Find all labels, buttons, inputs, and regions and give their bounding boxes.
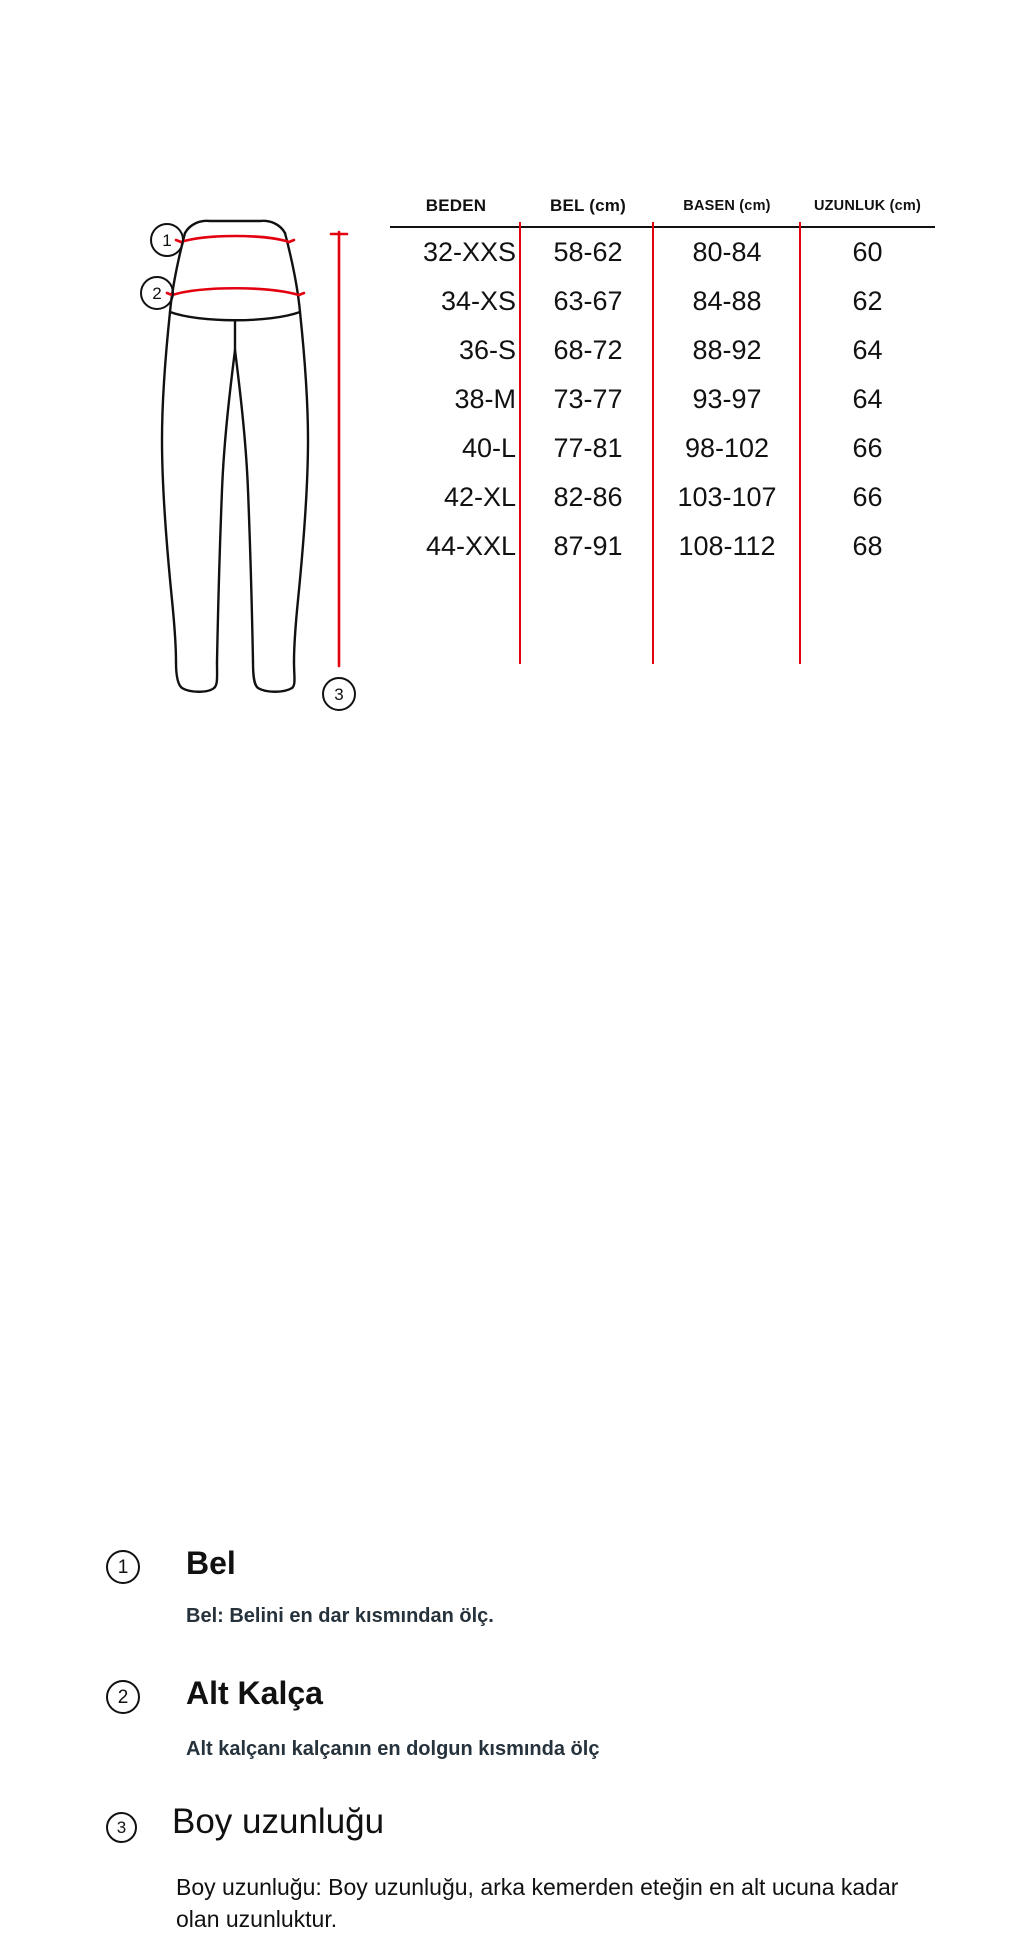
table-separator-1 [519, 222, 521, 664]
cell-beden: 38-M [454, 384, 516, 414]
cell-bel: 58-62 [553, 237, 623, 267]
size-table [390, 196, 935, 571]
legend-title-bel: Bel [186, 1545, 236, 1581]
legs-figure-svg [110, 190, 380, 720]
cell-basen: 88-92 [692, 335, 762, 365]
cell-bel: 68-72 [553, 335, 623, 365]
cell-uzunluk: 66 [852, 433, 883, 463]
cell-bel: 73-77 [553, 384, 623, 414]
table-row [390, 473, 935, 522]
legend-description-bel: Bel: Belini en dar kısmından ölç. [186, 1605, 494, 1627]
cell-uzunluk: 64 [852, 384, 883, 414]
cell-bel: 87-91 [553, 531, 623, 561]
table-separator-2 [652, 222, 654, 664]
size-chart-top-section [0, 0, 1020, 740]
table-row [390, 227, 935, 277]
legend-marker-2: 2 [106, 1680, 140, 1714]
table-header-basen: BASEN (cm) [683, 198, 771, 214]
table-row [390, 277, 935, 326]
cell-beden: 32-XXS [422, 237, 516, 267]
table-row [390, 522, 935, 571]
legend-title-alt-kalca: Alt Kalça [186, 1675, 323, 1711]
cell-basen: 93-97 [692, 384, 762, 414]
table-row [390, 375, 935, 424]
table-row [390, 326, 935, 375]
table-header-row [390, 196, 935, 227]
cell-bel: 63-67 [553, 286, 623, 316]
legend-description-alt-kalca: Alt kalçanı kalçanın en dolgun kısmında ölç [186, 1738, 600, 1760]
diagram-marker-3: 3 [334, 685, 344, 704]
cell-basen: 98-102 [684, 433, 770, 463]
diagram-marker-2: 2 [152, 284, 162, 303]
cell-basen: 80-84 [692, 237, 762, 267]
body-measurement-diagram [110, 190, 380, 720]
cell-beden: 36-S [458, 335, 516, 365]
cell-beden: 40-L [461, 433, 516, 463]
table-header-bel: BEL (cm) [550, 196, 626, 215]
cell-beden: 34-XS [440, 286, 516, 316]
cell-basen: 84-88 [692, 286, 762, 316]
table-header-beden: BEDEN [425, 196, 487, 215]
table-row [390, 424, 935, 473]
cell-beden: 44-XXL [425, 531, 516, 561]
diagram-marker-1: 1 [162, 231, 172, 250]
cell-bel: 77-81 [553, 433, 623, 463]
cell-beden: 42-XL [443, 482, 516, 512]
size-table-container [390, 196, 950, 571]
table-header-uzunluk: UZUNLUK (cm) [813, 198, 922, 214]
cell-uzunluk: 60 [852, 237, 883, 267]
cell-uzunluk: 62 [852, 286, 883, 316]
legend-description-boy-uzunlugu: Boy uzunluğu: Boy uzunluğu, arka kemerden eteğin en alt ucuna kadar olan uzunluktur. [176, 1874, 899, 1932]
cell-uzunluk: 66 [852, 482, 883, 512]
table-separator-3 [799, 222, 801, 664]
cell-uzunluk: 68 [852, 531, 883, 561]
legend-marker-1: 1 [106, 1550, 140, 1584]
cell-bel: 82-86 [553, 482, 623, 512]
legend-marker-3: 3 [106, 1812, 137, 1843]
cell-uzunluk: 64 [852, 335, 883, 365]
legend-title-boy-uzunlugu: Boy uzunluğu [172, 1802, 385, 1841]
cell-basen: 108-112 [678, 531, 776, 561]
cell-basen: 103-107 [677, 482, 777, 512]
